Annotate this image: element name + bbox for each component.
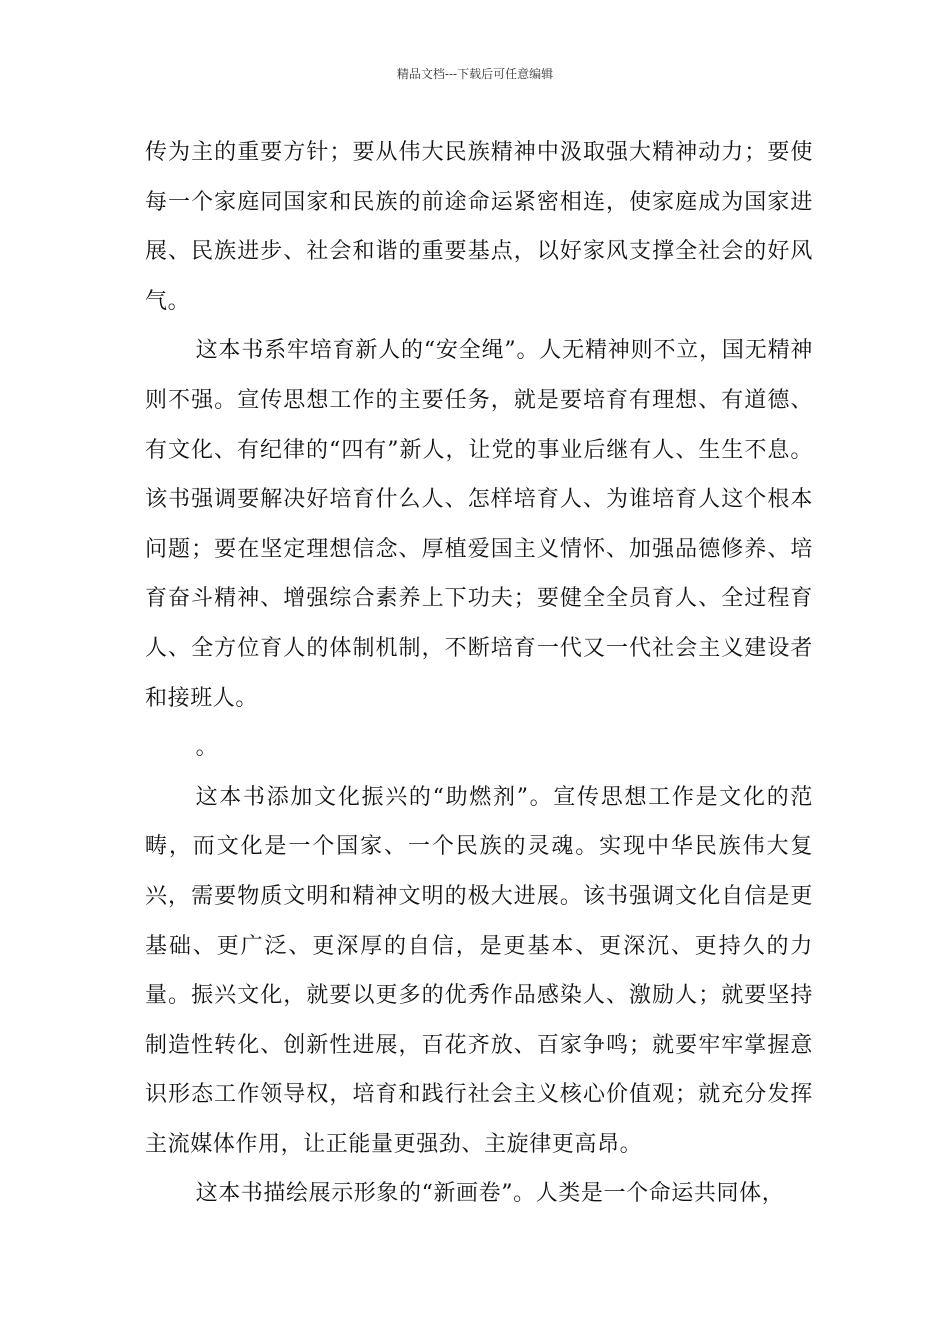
paragraph-new-people: 这本书系牢培育新人的“安全绳”。人无精神则不立，国无精神则不强。宣传思想工作的主要任务，就是要培育有理想、有道德、有文化、有纪律的“四有”新人，让党的事业后继有人、生生不息。该书强调要解决好培育什么人、怎样培育人、为谁培育人这个根本问题；要在坚定理想信念、厚植爱国主义情怀、加强品德修养、培育奋斗精神、增强综合素养上下功夫；要健全全员育人、全过程育人、全方位育人的体制机制，不断培育一代又一代社会主义建设者和接班人。 bbox=[145, 338, 813, 711]
document-body bbox=[145, 128, 813, 1219]
paragraph-stray-mark: 。 bbox=[195, 735, 219, 761]
paragraph-image: 这本书描绘展示形象的“新画卷”。人类是一个命运共同体， bbox=[195, 1181, 785, 1207]
page-header: 精品文档---下载后可任意编辑 bbox=[396, 67, 554, 81]
paragraph-continuation: 传为主的重要方针；要从伟大民族精神中汲取强大精神动力；要使每一个家庭同国家和民族的前途命运紧密相连，使家庭成为国家进展、民族进步、社会和谐的重要基点，以好家风支撑全社会的好风气。 bbox=[145, 140, 813, 314]
paragraph-culture: 这本书添加文化振兴的“助燃剂”。宣传思想工作是文化的范畴，而文化是一个国家、一个民族的灵魂。实现中华民族伟大复兴，需要物质文明和精神文明的极大进展。该书强调文化自信是更基础、更广泛、更深厚的自信，是更基本、更深沉、更持久的力量。振兴文化，就要以更多的优秀作品感染人、激励人；就要坚持制造性转化、创新性进展，百花齐放、百家争鸣；就要牢牢掌握意识形态工作领导权，培育和践行社会主义核心价值观；就充分发挥主流媒体作用，让正能量更强劲、主旋律更高昂。 bbox=[145, 784, 813, 1157]
